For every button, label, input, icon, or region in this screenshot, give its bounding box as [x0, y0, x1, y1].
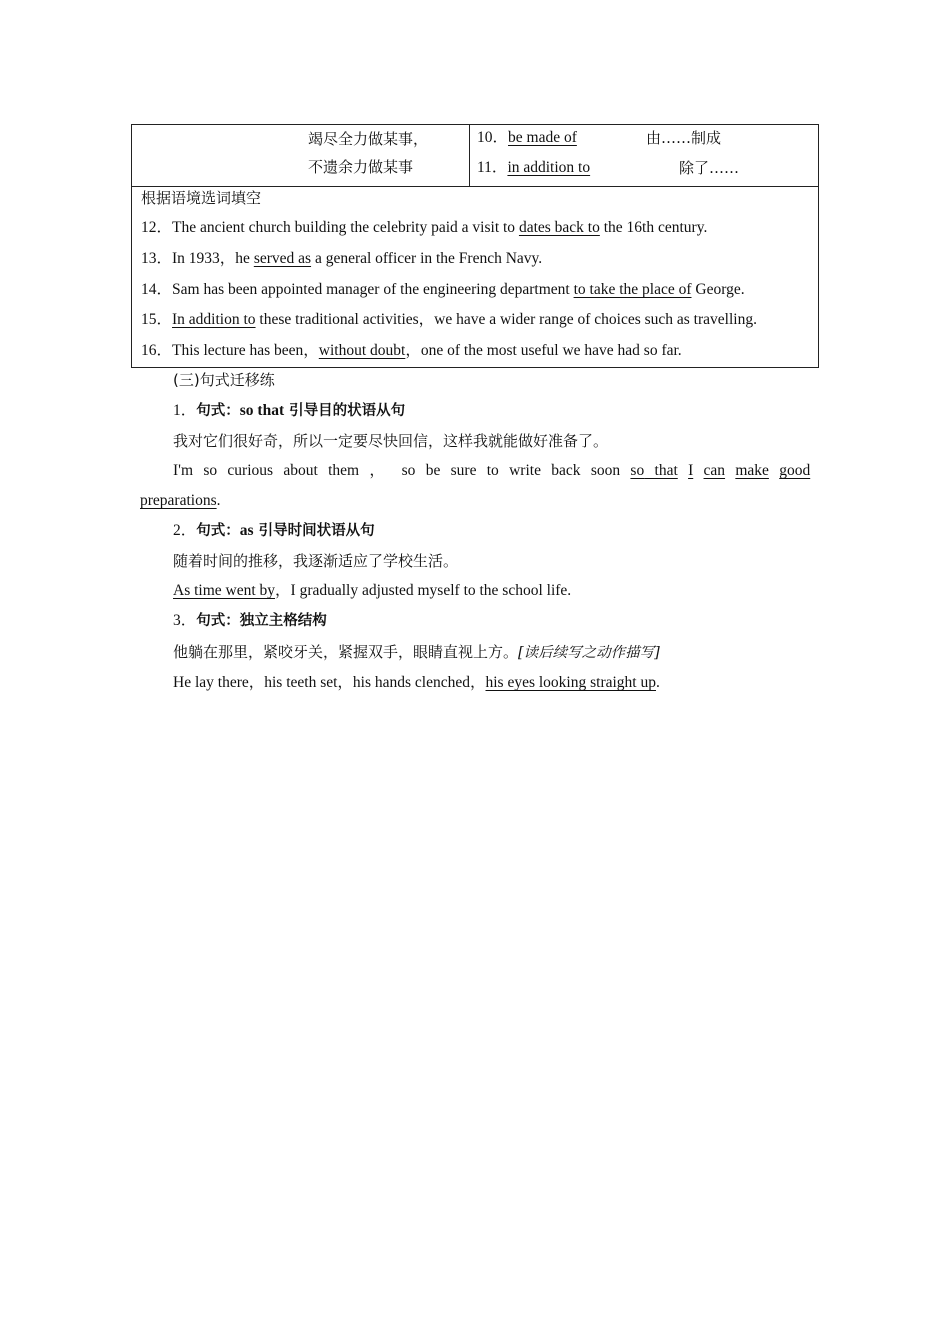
item-answer: preparations [140, 492, 217, 509]
item-answer: As time went by [173, 582, 276, 599]
word: them [328, 462, 360, 479]
fill-item-13 [141, 249, 542, 269]
item-number: 15． [141, 311, 173, 328]
pattern-3-english [173, 673, 660, 693]
pattern-1-chinese: 我对它们很好奇，所以一定要尽快回信，这样我就能做好准备了。 [173, 432, 609, 450]
item-text: This lecture has been， [172, 342, 319, 359]
pattern-3-chinese [173, 642, 660, 663]
item-text: the 16th century. [599, 219, 708, 236]
pattern-number: 1． [173, 402, 197, 419]
word: soon [590, 462, 621, 479]
pattern-desc: 引导目的状语从句 [284, 403, 406, 419]
item-text: The ancient church building the celebrity paid a visit to [172, 219, 519, 236]
item-text: Sam has been appointed manager of the engineering department [172, 281, 574, 298]
item-11-meaning: 除了…… [679, 159, 740, 177]
pattern-2-chinese: 随着时间的推移，我逐渐适应了学校生活。 [173, 552, 459, 570]
item-answer: dates back to [518, 219, 600, 236]
pattern-1-english-line1 [173, 461, 810, 481]
fill-item-16 [141, 341, 682, 361]
word: so [203, 462, 218, 479]
pattern-2-heading [173, 521, 375, 541]
word: I'm [173, 462, 194, 479]
period: . [656, 674, 660, 691]
item-text: George. [691, 281, 745, 298]
section-title: (三)句式迁移练 [173, 371, 275, 389]
word: ， [369, 462, 392, 479]
answer-word: make [735, 462, 769, 479]
answer-word: so [630, 462, 645, 479]
answer-word: I [688, 462, 694, 479]
fill-item-12 [141, 218, 707, 238]
pattern-key: as [239, 522, 254, 539]
pattern-label: 句式：独立主格结构 [196, 613, 327, 629]
period: . [216, 492, 221, 509]
item-text: these traditional activities，we have a wider range of choices such as travelling. [255, 311, 757, 328]
left-cell-top-text: 竭尽全力做某事， [308, 130, 429, 148]
item-10 [477, 128, 577, 148]
answer-word: good [779, 462, 811, 479]
item-number: 11． [477, 159, 508, 176]
table-column-divider [469, 125, 470, 186]
pattern-number: 2． [173, 522, 197, 539]
table-row-divider [132, 186, 818, 187]
word: so [401, 462, 416, 479]
item-answer: without doubt [318, 342, 406, 359]
item-10-meaning: 由……制成 [646, 129, 722, 147]
item-answer: be made of [508, 129, 577, 146]
pattern-key: so that [239, 402, 285, 419]
item-answer: served as [253, 250, 312, 267]
pattern-1-heading [173, 401, 405, 421]
item-number: 10． [477, 129, 509, 146]
word: be [425, 462, 441, 479]
left-cell-bottom-text: 不遗余力做某事 [308, 158, 414, 176]
item-number: 14． [141, 281, 173, 298]
item-11 [477, 158, 590, 178]
answer-word: that [654, 462, 678, 479]
pattern-label: 句式： [196, 403, 240, 419]
pattern-number: 3． [173, 612, 197, 629]
pattern-label: 句式： [196, 523, 240, 539]
word: sure [450, 462, 477, 479]
vocabulary-table [131, 124, 819, 368]
pattern-1-english-line2 [140, 491, 220, 511]
word: about [283, 462, 318, 479]
item-number: 13． [141, 250, 173, 267]
item-answer: In addition to [172, 311, 256, 328]
word: back [551, 462, 581, 479]
item-answer: to take the place of [573, 281, 692, 298]
answer-word: can [703, 462, 726, 479]
pattern-2-english [173, 581, 571, 601]
fill-item-15 [141, 310, 757, 330]
item-text: ，I gradually adjusted myself to the school life. [275, 582, 572, 599]
section-heading: 根据语境选词填空 [141, 189, 262, 207]
pattern-desc: 引导时间状语从句 [253, 523, 375, 539]
word: write [509, 462, 541, 479]
chinese-sentence: 他躺在那里，紧咬牙关，紧握双手，眼睛直视上方。 [173, 643, 519, 661]
item-number: 12． [141, 219, 173, 236]
item-text: a general officer in the French Navy. [311, 250, 543, 267]
usage-tag: [读后续写之动作描写] [518, 645, 660, 661]
pattern-3-heading [173, 611, 327, 631]
item-answer: in addition to [507, 159, 591, 176]
fill-item-14 [141, 280, 745, 300]
item-text: ，one of the most useful we have had so far. [405, 342, 682, 359]
word: curious [227, 462, 274, 479]
item-number: 16． [141, 342, 173, 359]
item-text: In 1933，he [172, 250, 254, 267]
word: to [486, 462, 499, 479]
item-answer: his eyes looking straight up [485, 674, 656, 691]
item-text: He lay there，his teeth set，his hands clenched， [173, 674, 486, 691]
